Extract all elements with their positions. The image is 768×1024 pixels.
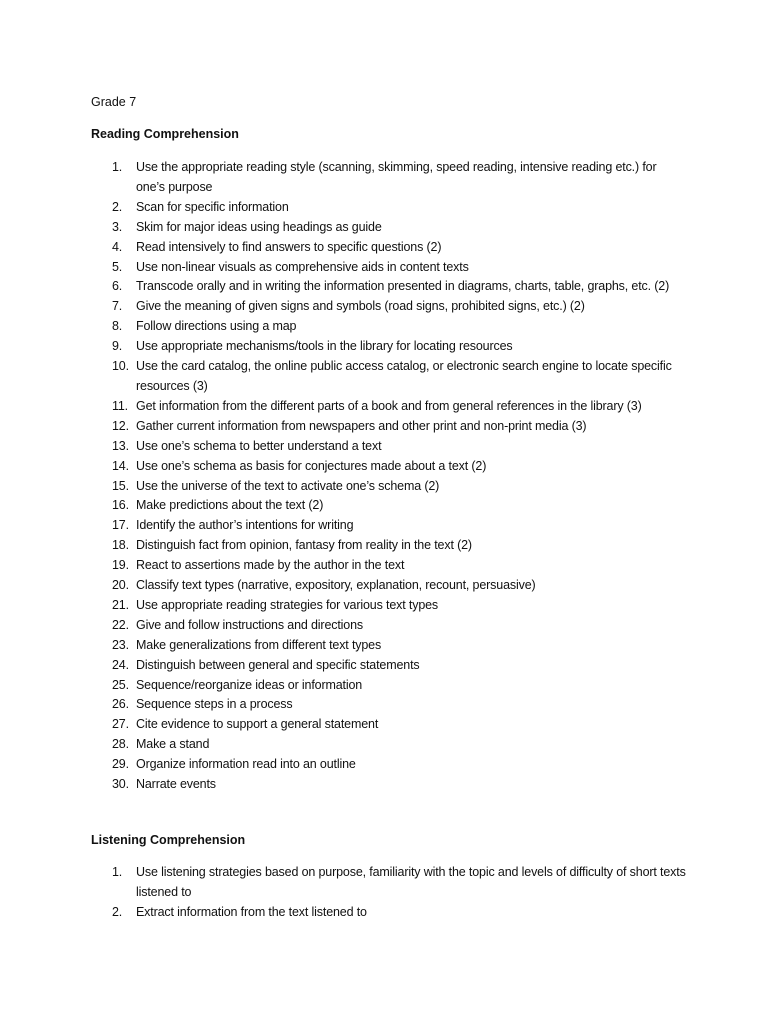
list-item-text: Cite evidence to support a general statement <box>136 717 379 732</box>
list-item-number: 14. <box>112 458 129 473</box>
list-item-number: 4. <box>112 239 123 254</box>
list-item <box>0 556 768 576</box>
list-item <box>0 218 768 238</box>
list-item-text: Give the meaning of given signs and symbols (road signs, prohibited signs, etc.) (2) <box>136 299 585 314</box>
list-item-text: Distinguish between general and specific statements <box>136 657 420 672</box>
list-item <box>0 676 768 696</box>
list-item-number: 3. <box>112 219 123 234</box>
list-item-number: 20. <box>112 578 129 593</box>
list-item-text: Use non-linear visuals as comprehensive aids in content texts <box>136 259 469 274</box>
list-item-text: Follow directions using a map <box>136 319 297 334</box>
list-item-text: Skim for major ideas using headings as guide <box>136 219 382 234</box>
list-item-number: 28. <box>112 737 129 752</box>
list-item-text: Make generalizations from different text types <box>136 637 382 652</box>
list-item <box>0 158 768 198</box>
list-item-text: Gather current information from newspapers and other print and non-print media (3) <box>136 418 587 433</box>
list-item <box>0 516 768 536</box>
reading-comprehension-heading: Reading Comprehension <box>91 127 239 141</box>
list-item-number: 24. <box>112 657 129 672</box>
list-item-number: 22. <box>112 617 129 632</box>
list-item-number: 11. <box>112 398 128 413</box>
list-item-number: 19. <box>112 558 129 573</box>
list-item-number: 1. <box>112 865 123 879</box>
list-item-number: 2. <box>112 904 123 919</box>
list-item-number: 26. <box>112 697 129 712</box>
list-item <box>0 636 768 656</box>
list-item <box>0 457 768 477</box>
list-item <box>0 903 768 923</box>
list-item <box>0 317 768 337</box>
list-item-text: Use listening strategies based on purpose, familiarity with the topic and levels of difficulty of short texts listened to <box>136 865 686 899</box>
listening-comprehension-heading: Listening Comprehension <box>91 833 246 847</box>
list-item-text: Extract information from the text listened to <box>136 904 367 919</box>
list-item-text: Use appropriate reading strategies for various text types <box>136 597 439 612</box>
list-item-number: 23. <box>112 637 129 652</box>
list-item-text: Classify text types (narrative, expository, explanation, recount, persuasive) <box>136 578 536 593</box>
list-item-text: Identify the author’s intentions for writing <box>136 518 354 533</box>
list-item-number: 21. <box>112 597 129 612</box>
list-item-text: Sequence/reorganize ideas or information <box>136 677 363 692</box>
list-item-number: 5. <box>112 259 123 274</box>
list-item <box>0 656 768 676</box>
list-item-number: 30. <box>112 777 129 792</box>
list-item-number: 13. <box>112 438 129 453</box>
grade-label: Grade 7 <box>91 95 137 109</box>
list-item-number: 6. <box>112 279 123 294</box>
list-item-text: React to assertions made by the author in the text <box>136 558 405 573</box>
list-item-number: 8. <box>112 319 123 334</box>
list-item-number: 18. <box>112 538 129 553</box>
list-item <box>0 277 768 297</box>
list-item-text: Use the card catalog, the online public access catalog, or electronic search engine to locate specific resources (3) <box>136 359 672 393</box>
list-item-number: 10. <box>112 359 129 374</box>
list-item-text: Transcode orally and in writing the information presented in diagrams, charts, table, graphs, etc. (2) <box>136 279 670 294</box>
list-item-number: 7. <box>112 299 123 314</box>
list-item-number: 15. <box>112 478 129 493</box>
listening-comprehension-list <box>0 863 768 923</box>
list-item-text: Sequence steps in a process <box>136 697 293 712</box>
list-item <box>0 735 768 755</box>
list-item-number: 12. <box>112 418 129 433</box>
list-item-text: Use the universe of the text to activate one’s schema (2) <box>136 478 440 493</box>
list-item <box>0 198 768 218</box>
list-item <box>0 397 768 417</box>
list-item-text: Use one’s schema as basis for conjectures made about a text (2) <box>136 458 487 473</box>
list-item <box>0 437 768 457</box>
list-item <box>0 616 768 636</box>
list-item-text: Get information from the different parts of a book and from general references in the library (3) <box>136 398 642 413</box>
list-item-number: 16. <box>112 498 129 513</box>
list-item <box>0 775 768 795</box>
list-item-text: Scan for specific information <box>136 199 289 214</box>
list-item-number: 29. <box>112 757 129 772</box>
list-item <box>0 576 768 596</box>
list-item-text: Make predictions about the text (2) <box>136 498 324 513</box>
list-item <box>0 695 768 715</box>
list-item-text: Distinguish fact from opinion, fantasy from reality in the text (2) <box>136 538 472 553</box>
list-item <box>0 596 768 616</box>
list-item <box>0 238 768 258</box>
list-item <box>0 496 768 516</box>
list-item-text: Give and follow instructions and directions <box>136 617 364 632</box>
list-item-text: Narrate events <box>136 777 216 792</box>
list-item <box>0 297 768 317</box>
list-item <box>0 715 768 735</box>
list-item-text: Organize information read into an outline <box>136 757 356 772</box>
list-item-number: 27. <box>112 717 129 732</box>
list-item <box>0 536 768 556</box>
list-item <box>0 863 768 903</box>
list-item-text: Use one’s schema to better understand a text <box>136 438 382 453</box>
list-item-number: 1. <box>112 160 123 174</box>
list-item-text: Read intensively to find answers to specific questions (2) <box>136 239 442 254</box>
list-item-text: Use appropriate mechanisms/tools in the library for locating resources <box>136 339 513 354</box>
list-item-text: Use the appropriate reading style (scanning, skimming, speed reading, intensive reading etc.) for one’s purpose <box>136 160 657 194</box>
list-item <box>0 755 768 775</box>
list-item-number: 25. <box>112 677 129 692</box>
list-item <box>0 477 768 497</box>
list-item <box>0 357 768 397</box>
list-item <box>0 258 768 278</box>
list-item-text: Make a stand <box>136 737 210 752</box>
list-item-number: 9. <box>112 339 123 354</box>
list-item-number: 17. <box>112 518 129 533</box>
list-item <box>0 337 768 357</box>
reading-comprehension-list <box>0 158 768 795</box>
list-item <box>0 417 768 437</box>
list-item-number: 2. <box>112 199 123 214</box>
